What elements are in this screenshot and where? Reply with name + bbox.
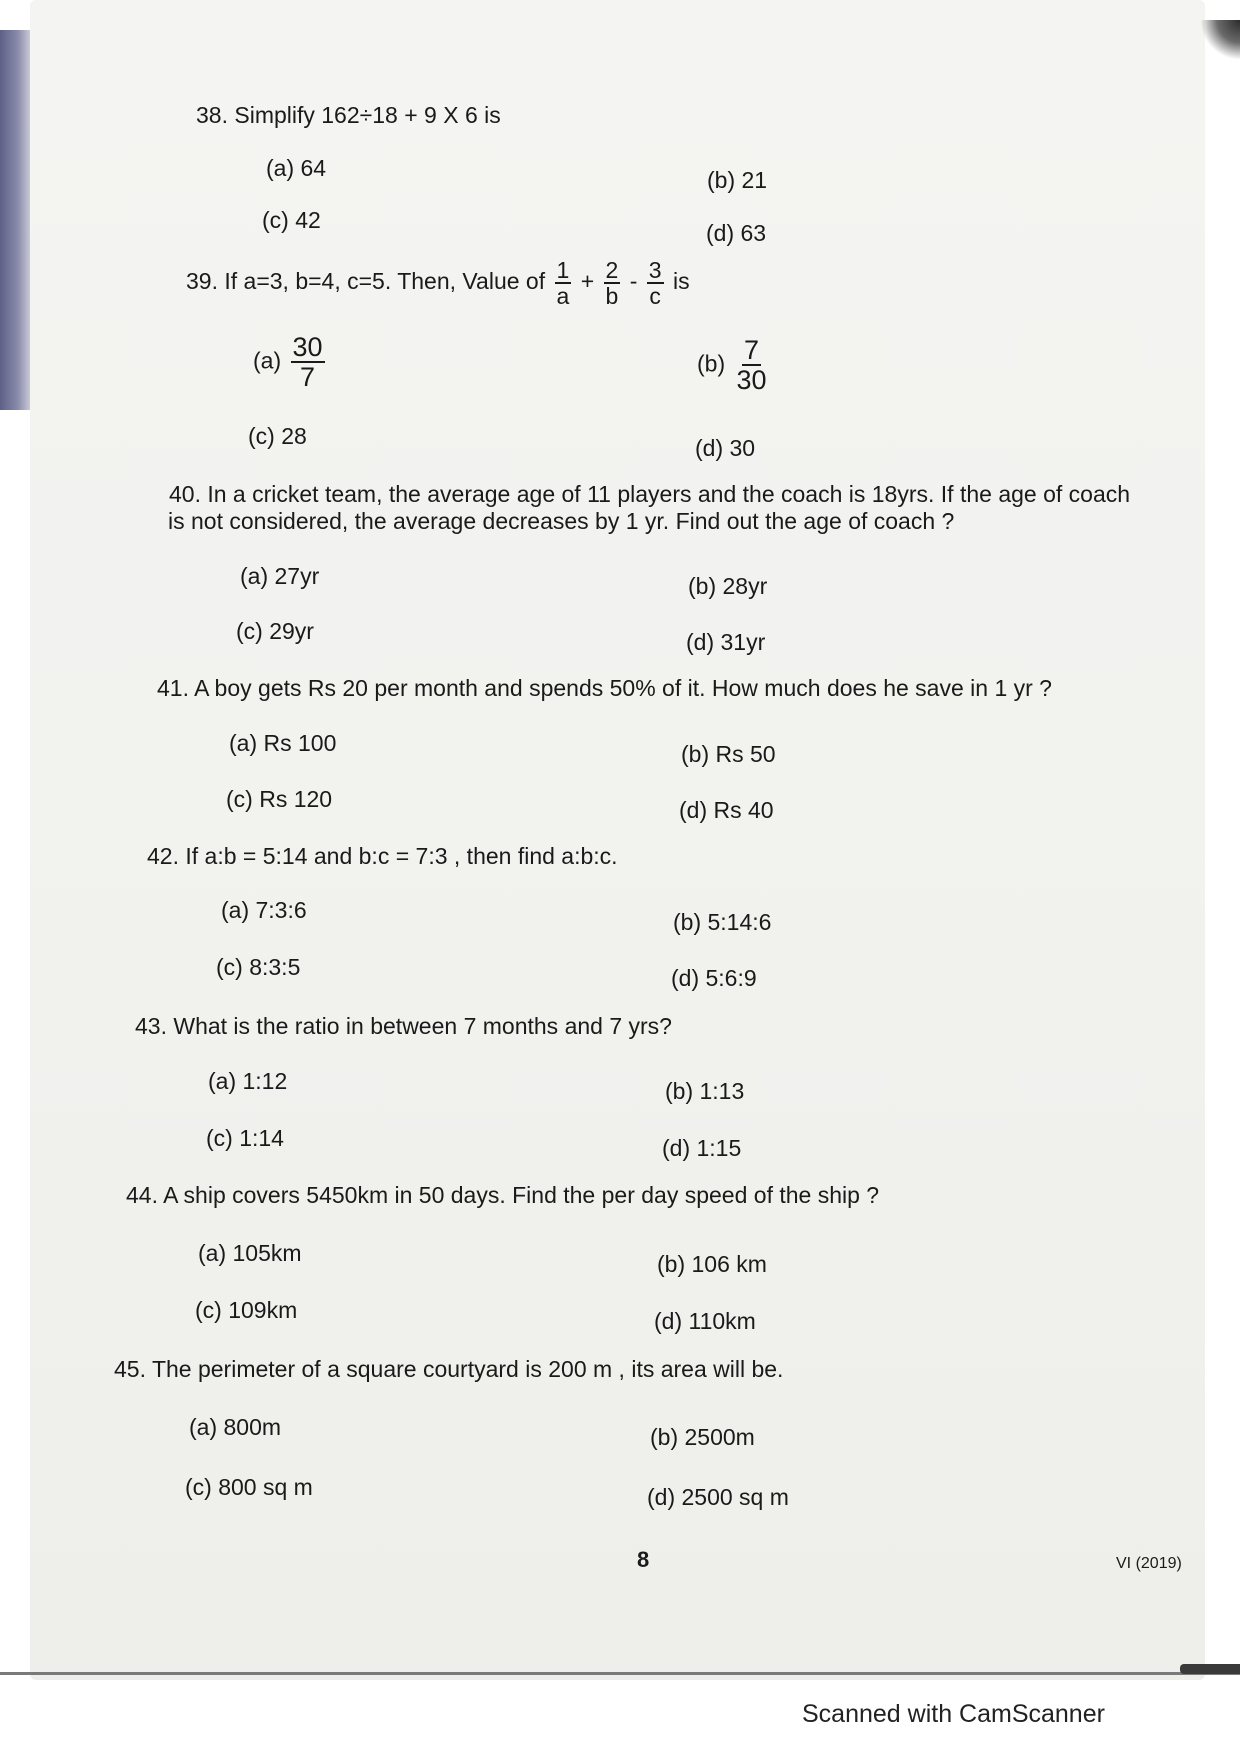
q41-option-b: (b) Rs 50 [681,741,776,767]
q43-option-b: (b) 1:13 [665,1078,745,1104]
q39-num-1: 1 [556,257,570,283]
q40-option-b: (b) 28yr [688,573,768,599]
q39-option-b-num: 7 [744,335,760,365]
question-43: 43. What is the ratio in between 7 months and 7 yrs? [135,1013,672,1039]
question-38: 38. Simplify 162÷18 + 9 X 6 is [196,102,501,128]
q41-option-a: (a) Rs 100 [229,730,337,756]
q38-option-d: (d) 63 [706,220,767,246]
q39-option-b [697,336,772,395]
q39-prompt-suffix: is [672,268,690,295]
q39-option-a-den: 7 [300,362,316,393]
q38-option-a: (a) 64 [266,155,327,181]
q39-fraction-2 [604,258,621,308]
page-bottom-shadow [1180,1664,1240,1674]
corner-shadow [1200,20,1240,60]
q40-option-a: (a) 27yr [240,563,320,589]
question-45: 45. The perimeter of a square courtyard is 200 m , its area will be. [114,1356,784,1382]
q39-op-2: - [629,268,638,295]
q45-option-a: (a) 800m [189,1414,282,1440]
q39-option-b-label: (b) [697,350,726,377]
page-bottom-edge [0,1672,1240,1675]
q39-num-3: 3 [648,257,662,283]
footer-code: VI (2019) [1116,1555,1182,1572]
q44-option-c: (c) 109km [195,1297,298,1323]
q39-option-b-den: 30 [736,365,767,396]
question-42: 42. If a:b = 5:14 and b:c = 7:3 , then find a:b:c. [147,843,618,869]
q39-fraction-1 [555,258,572,308]
q44-option-d: (d) 110km [654,1308,756,1334]
q39-op-1: + [580,268,595,295]
page-number: 8 [637,1547,650,1572]
q39-option-b-fraction [735,336,769,395]
q38-option-b: (b) 21 [707,167,768,193]
q42-option-d: (d) 5:6:9 [671,965,757,991]
q39-den-1: a [556,283,570,310]
q43-option-c: (c) 1:14 [206,1125,284,1151]
q39-option-a-num: 30 [292,332,323,362]
question-44: 44. A ship covers 5450km in 50 days. Find the per day speed of the ship ? [126,1182,880,1208]
q39-option-a-label: (a) [253,347,282,374]
q42-option-c: (c) 8:3:5 [216,954,301,980]
q39-num-2: 2 [605,257,619,283]
q41-option-c: (c) Rs 120 [226,786,333,812]
q43-option-d: (d) 1:15 [662,1135,742,1161]
q43-option-a: (a) 1:12 [208,1068,288,1094]
q45-option-c: (c) 800 sq m [185,1474,313,1500]
q44-option-b: (b) 106 km [657,1251,767,1277]
question-40-line-1: 40. In a cricket team, the average age of 11 players and the coach is 18yrs. If the age of coach [169,481,1131,507]
q41-option-d: (d) Rs 40 [679,797,774,823]
q39-option-a [253,333,328,392]
q42-option-a: (a) 7:3:6 [221,897,307,923]
q45-option-d: (d) 2500 sq m [647,1484,789,1510]
q40-option-c: (c) 29yr [236,618,314,644]
question-41: 41. A boy gets Rs 20 per month and spends 50% of it. How much does he save in 1 yr ? [157,675,1052,701]
q42-option-b: (b) 5:14:6 [673,909,772,935]
q39-den-2: b [605,283,619,310]
q39-option-c: (c) 28 [248,423,307,449]
q39-prompt-prefix: 39. If a=3, b=4, c=5. Then, Value of [186,268,546,295]
q44-option-a: (a) 105km [198,1240,302,1266]
q45-option-b: (b) 2500m [650,1424,755,1450]
question-40-line-2: is not considered, the average decreases by 1 yr. Find out the age of coach ? [168,508,955,534]
q38-option-c: (c) 42 [262,207,321,233]
camscanner-watermark: Scanned with CamScanner [802,1700,1105,1728]
q40-option-d: (d) 31yr [686,629,766,655]
q39-option-a-fraction [291,333,325,392]
q39-fraction-3 [647,258,664,308]
q39-option-d: (d) 30 [695,435,756,461]
q39-den-3: c [649,283,661,310]
question-39 [186,258,690,308]
binding-edge [0,30,30,410]
